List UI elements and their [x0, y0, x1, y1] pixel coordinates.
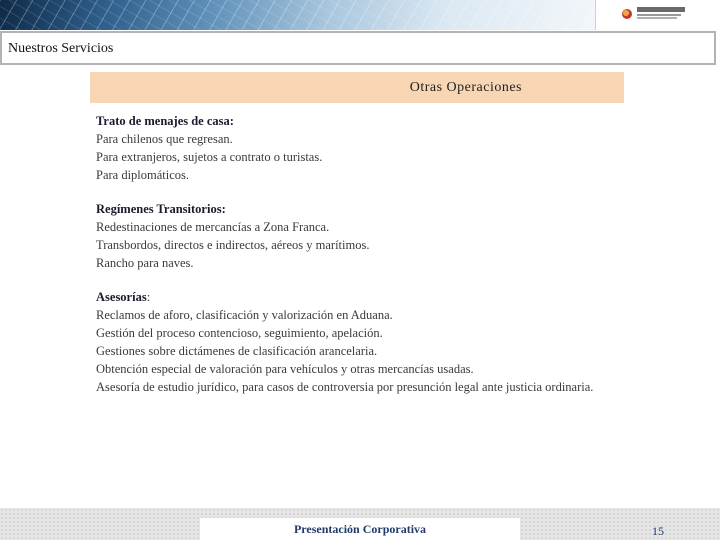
logo-wordmark [637, 7, 689, 19]
footer-panel [200, 518, 520, 540]
service-block-regimenes [96, 200, 626, 272]
block-heading-row [96, 288, 626, 306]
block-line: Para diplomáticos. [96, 168, 190, 182]
banner-pattern [0, 0, 595, 30]
logo-area [595, 0, 720, 30]
header-banner [0, 0, 595, 30]
sub-header-bar [90, 72, 624, 103]
block-heading: Asesorías [96, 290, 147, 304]
block-line: Para chilenos que regresan. [96, 132, 233, 146]
section-title: Nuestros Servicios [8, 41, 114, 56]
service-block-asesorias [96, 288, 626, 396]
sub-header-title: Otras Operaciones [409, 80, 522, 95]
page-number: 15 [652, 524, 664, 538]
company-logo-icon [622, 9, 632, 19]
block-line: Gestión del proceso contencioso, seguimiento, apelación. [96, 326, 383, 340]
block-line: Asesoría de estudio jurídico, para casos de controversia por presunción legal ante justicia ordinaria. [96, 380, 594, 394]
block-line: Gestiones sobre dictámenes de clasificación arancelaria. [96, 344, 378, 358]
block-heading: Trato de menajes de casa: [96, 114, 234, 128]
section-header [0, 31, 716, 65]
block-heading: Regímenes Transitorios: [96, 202, 226, 216]
block-line: Redestinaciones de mercancías a Zona Franca. [96, 220, 330, 234]
service-block-menajes [96, 112, 626, 184]
block-heading-suffix: : [146, 290, 151, 304]
block-line: Transbordos, directos e indirectos, aéreos y marítimos. [96, 238, 370, 252]
block-line: Obtención especial de valoración para vehículos y otras mercancías usadas. [96, 362, 474, 376]
footer-label: Presentación Corporativa [293, 522, 427, 536]
block-line: Rancho para naves. [96, 256, 194, 270]
content-area [96, 112, 626, 412]
block-line: Para extranjeros, sujetos a contrato o turistas. [96, 150, 323, 164]
block-line: Reclamos de aforo, clasificación y valorización en Aduana. [96, 308, 393, 322]
